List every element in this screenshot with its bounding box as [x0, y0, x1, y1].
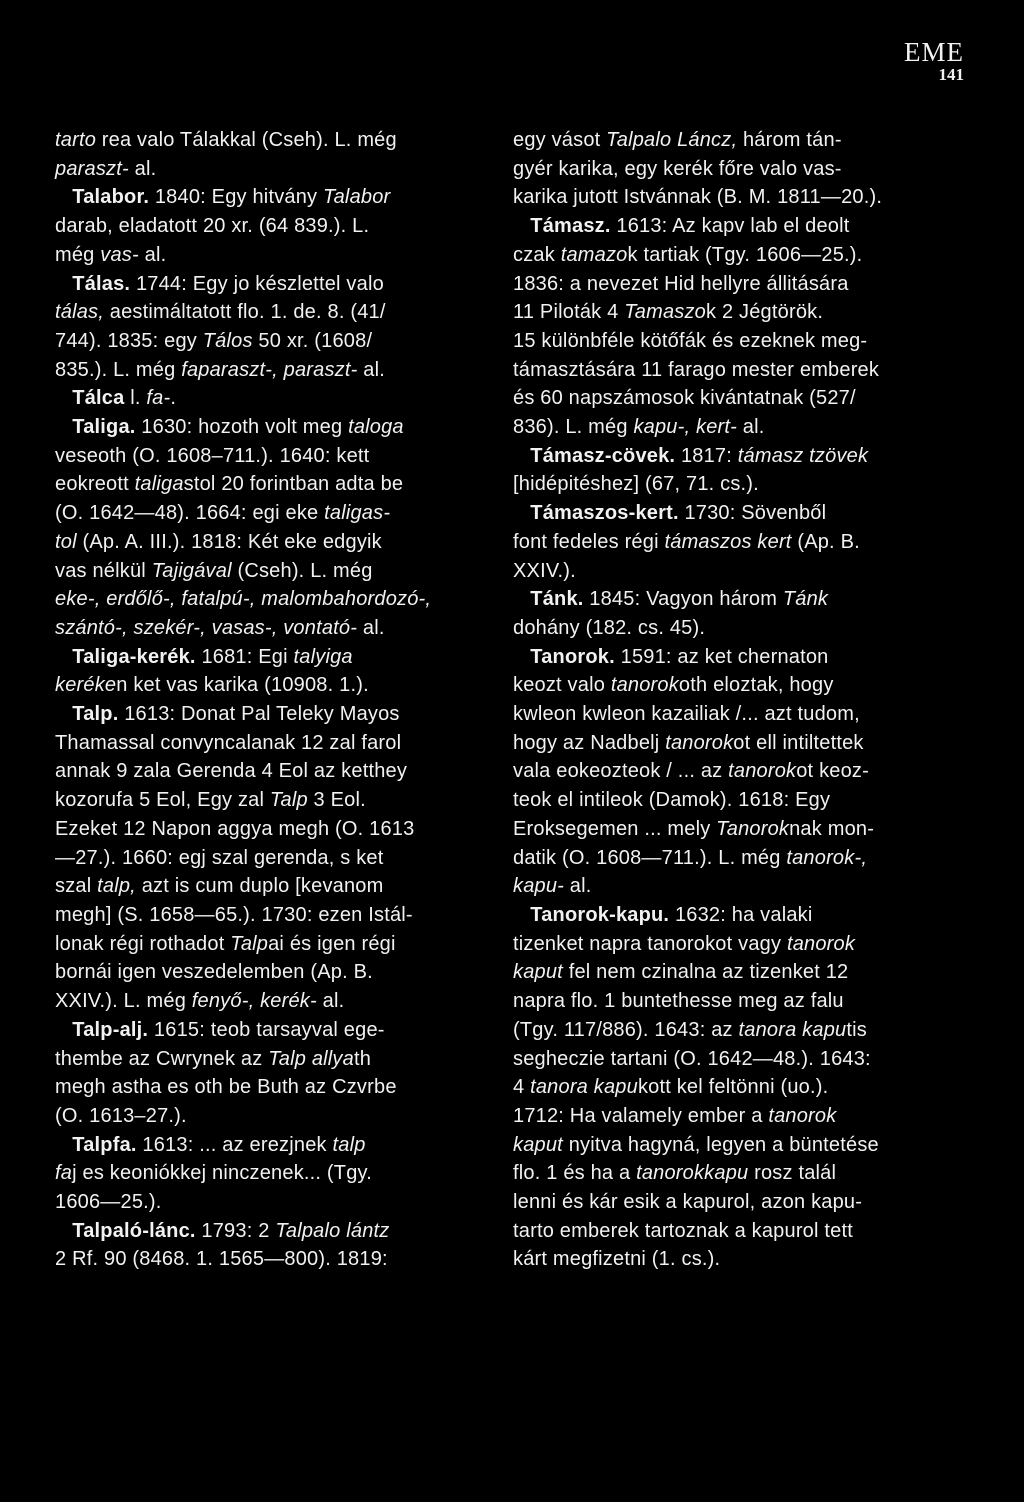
left-column-line: még vas- al.	[55, 243, 167, 266]
left-column-line: thembe az Cwrynek az Talp allyath	[55, 1047, 372, 1070]
left-column-line: Tálca l. fa-.	[72, 387, 177, 410]
right-column-line: keozt valo tanorokoth eloztak, hogy	[513, 674, 834, 697]
right-column-line: kaput fel nem czinalna az tizenket 12	[513, 961, 849, 984]
left-column-line: XXIV.). L. még fenyő-, kerék- al.	[55, 990, 345, 1013]
left-column-line: 744). 1835: egy Tálos 50 xr. (1608/	[55, 329, 373, 352]
right-column-line: tarto emberek tartoznak a kapurol tett	[513, 1219, 853, 1242]
left-column-line: Talabor. 1840: Egy hitvány Talabor	[72, 186, 391, 209]
right-column-line: és 60 napszámosok kivántatnak (527/	[513, 387, 856, 410]
right-column-line: egy vásot Talpalo Láncz, három tán-	[513, 129, 842, 151]
right-column-line: Tánk. 1845: Vagyon három Tánk	[530, 588, 829, 611]
page-number: 141	[938, 65, 964, 84]
left-column-line: eokreott taligastol 20 forintban adta be	[55, 473, 404, 496]
right-column-line: Támasz. 1613: Az kapv lab el deolt	[530, 215, 850, 238]
right-column-line: dohány (182. cs. 45).	[513, 616, 706, 639]
right-column-line: font fedeles régi támaszos kert (Ap. B.	[513, 530, 860, 553]
left-column-line: megh astha es oth be Buth az Czvrbe	[55, 1076, 397, 1099]
left-column-line: Taliga. 1630: hozoth volt meg taloga	[72, 416, 404, 439]
right-column-line: Tanorok. 1591: az ket chernaton	[530, 645, 829, 668]
left-column-line: Talpfa. 1613: ... az erezjnek talp	[72, 1133, 366, 1156]
left-column-line: kozorufa 5 Eol, Egy zal Talp 3 Eol.	[55, 789, 366, 812]
right-column-line: kaput nyitva hagyná, legyen a büntetése	[513, 1133, 879, 1156]
right-column-line: 11 Piloták 4 Tamaszok 2 Jégtörök.	[513, 301, 824, 324]
left-column-line: 835.). L. még faparaszt-, paraszt- al.	[55, 358, 385, 381]
right-column-line: karika jutott Istvánnak (B. M. 1811—20.).	[513, 186, 883, 209]
right-column-line: 15 különbféle kötőfák és ezeknek meg-	[513, 329, 868, 352]
left-column-line: tarto rea valo Tálakkal (Cseh). L. még	[55, 129, 397, 151]
right-column-line: kárt megfizetni (1. cs.).	[513, 1248, 721, 1271]
right-column-line: Támasz-cövek. 1817: támasz tzövek	[530, 444, 869, 467]
left-column-line: Thamassal convyncalanak 12 zal farol	[55, 731, 402, 754]
left-column-line: darab, eladatott 20 xr. (64 839.). L.	[55, 215, 370, 238]
left-column-line: Tálas. 1744: Egy jo készlettel valo	[72, 272, 384, 295]
left-column-line: megh] (S. 1658—65.). 1730: ezen Istál-	[55, 903, 413, 926]
left-column-line: veseoth (O. 1608–711.). 1640: kett	[55, 444, 370, 467]
right-column-line: czak tamazok tartiak (Tgy. 1606—25.).	[513, 243, 863, 266]
right-column-line: flo. 1 és ha a tanorokkapu rosz talál	[513, 1162, 837, 1185]
right-column-line: 836). L. még kapu-, kert- al.	[513, 416, 765, 439]
left-column-line: (O. 1642—48). 1664: egi eke taligas-	[55, 502, 391, 525]
right-column-line: teok el intileok (Damok). 1618: Egy	[513, 789, 831, 812]
right-column-line: lenni és kár esik a kapurol, azon kapu-	[513, 1191, 863, 1214]
running-head: EME	[904, 37, 964, 67]
left-column-line: Talpaló-lánc. 1793: 2 Talpalo lántz	[72, 1219, 390, 1242]
left-column-line: paraszt- al.	[55, 157, 157, 180]
left-column-line: tálas, aestimáltatott flo. 1. de. 8. (41/	[55, 301, 386, 324]
left-column-line: keréken ket vas karika (10908. 1.).	[55, 674, 369, 697]
right-column-line: datik (O. 1608—711.). L. még tanorok-,	[513, 846, 868, 869]
left-column-line: faj es keoniókkej ninczenek... (Tgy.	[55, 1162, 372, 1185]
left-column-line: Talp-alj. 1615: teob tarsayval ege-	[72, 1018, 385, 1041]
left-column-line: 1606—25.).	[55, 1191, 162, 1214]
left-column-line: lonak régi rothadot Talpai és igen régi	[55, 932, 396, 955]
right-column-line: kwleon kwleon kazailiak /... azt tudom,	[513, 703, 860, 726]
right-column-line: hogy az Nadbelj tanorokot ell intiltettek	[513, 731, 864, 754]
left-column-line: (O. 1613–27.).	[55, 1104, 187, 1127]
right-column-line: napra flo. 1 buntethesse meg az falu	[513, 990, 844, 1013]
left-column-line: vas nélkül Tajigával (Cseh). L. még	[55, 559, 373, 582]
left-column-line: annak 9 zala Gerenda 4 Eol az ketthey	[55, 760, 408, 783]
left-column-line: 2 Rf. 90 (8468. 1. 1565—800). 1819:	[55, 1248, 388, 1271]
right-column-line: XXIV.).	[513, 559, 576, 582]
left-column-line: szal talp, azt is cum duplo [kevanom	[55, 875, 384, 898]
left-column-line: tol (Ap. A. III.). 1818: Két eke edgyik	[55, 530, 382, 553]
left-column-line: Ezeket 12 Napon aggya megh (O. 1613	[55, 817, 415, 840]
left-column	[55, 126, 495, 1274]
right-column-line: Tanorok-kapu. 1632: ha valaki	[530, 903, 813, 926]
page-header	[874, 38, 964, 84]
right-column-line: kapu- al.	[513, 875, 592, 898]
left-column-line: Taliga-kerék. 1681: Egi talyiga	[72, 645, 353, 668]
right-column-line: tizenket napra tanorokot vagy tanorok	[513, 932, 856, 955]
left-column-line: eke-, erdőlő-, fatalpú-, malombahordozó-,	[55, 588, 432, 611]
right-column-line: 1712: Ha valamely ember a tanorok	[513, 1104, 837, 1127]
right-column-line: 4 tanora kapukott kel feltönni (uo.).	[513, 1076, 829, 1099]
left-column-line: —27.). 1660: egj szal gerenda, s ket	[55, 846, 384, 869]
right-column-line: segheczie tartani (O. 1642—48.). 1643:	[513, 1047, 871, 1070]
left-column-line: Talp. 1613: Donat Pal Teleky Mayos	[72, 703, 400, 726]
left-column-line: szántó-, szekér-, vasas-, vontató- al.	[55, 616, 385, 639]
right-column-line: vala eokeozteok / ... az tanorokot keoz-	[513, 760, 869, 783]
right-column-line: Eroksegemen ... mely Tanoroknak mon-	[513, 817, 875, 840]
left-column-line: bornái igen veszedelemben (Ap. B.	[55, 961, 373, 984]
right-column	[513, 126, 961, 1274]
right-column-line: támasztására 11 farago mester emberek	[513, 358, 880, 381]
right-column-line: Támaszos-kert. 1730: Sövenből	[530, 502, 827, 525]
right-column-line: gyér karika, egy kerék főre valo vas-	[513, 157, 842, 180]
right-column-line: [hidépitéshez] (67, 71. cs.).	[513, 473, 759, 496]
right-column-line: 1836: a nevezet Hid hellyre állitására	[513, 272, 849, 295]
right-column-line: (Tgy. 117/886). 1643: az tanora kaputis	[513, 1018, 867, 1041]
